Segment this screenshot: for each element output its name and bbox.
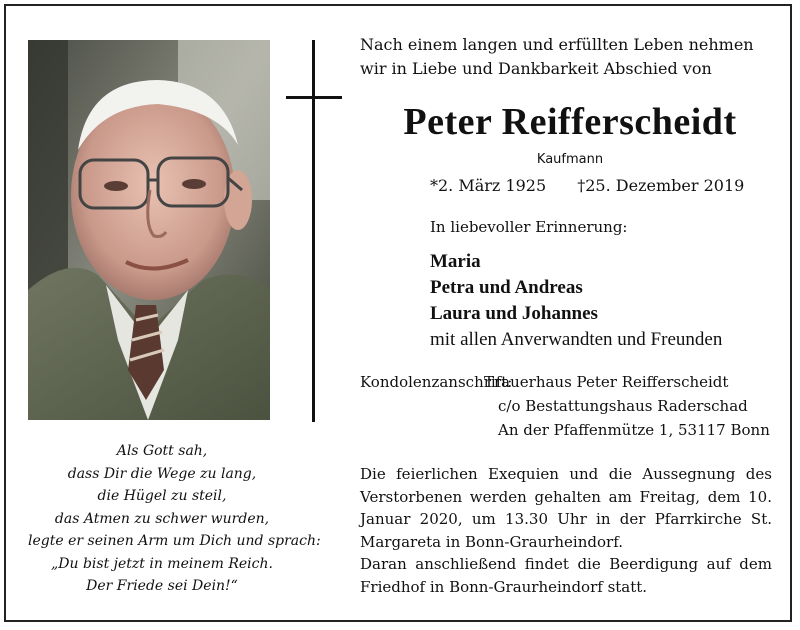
address-line: c/o Bestattungshaus Raderschad [498, 397, 748, 415]
death-date: †25. Dezember 2019 [577, 176, 745, 195]
mourner-name: Petra und Andreas [430, 277, 583, 298]
service-info [360, 463, 772, 598]
mourner-name: Laura und Johannes [430, 303, 598, 324]
poem-line: das Atmen zu schwer wurden, [54, 510, 270, 527]
birth-date: *2. März 1925 [430, 176, 547, 195]
memory-line: In liebevoller Erinnerung: [430, 218, 628, 236]
poem-line: „Du bist jetzt in meinem Reich. [51, 555, 273, 572]
burial-paragraph: Daran anschließend findet die Beerdigung auf dem Friedhof in Bonn-Graurheindorf statt. [360, 555, 772, 596]
poem-line: Als Gott sah, [116, 443, 208, 459]
poem-line: die Hügel zu steil, [97, 488, 227, 504]
address-line: An der Pfaffenmütze 1, 53117 Bonn [498, 421, 770, 439]
poem-line: Der Friede sei Dein!“ [86, 578, 238, 594]
deceased-profession: Kaufmann [536, 152, 604, 167]
address-line: Trauerhaus Peter Reifferscheidt [484, 373, 729, 391]
deceased-name: Peter Reifferscheidt [403, 101, 737, 143]
poem-line: legte er seinen Arm um Dich und sprach: [28, 533, 321, 549]
intro-text: Nach einem langen und erfüllten Leben nehmen wir in Liebe und Dankbarkeit Abschied von [360, 35, 754, 78]
service-paragraph: Die feierlichen Exequien und die Aussegnung des Verstorbenen werden gehalten am Freitag, dem 10. Januar 2020, um 13.30 Uhr in der Pfarrkirche St. Margareta in Bonn-Graurheindorf. [360, 465, 772, 551]
condolence-label: Kondolenzanschrift: [360, 373, 513, 391]
mourner-name: Maria [430, 251, 481, 272]
cross-horizontal-icon [286, 96, 342, 99]
poem [28, 440, 321, 598]
portrait-photo [28, 40, 270, 420]
poem-line: dass Dir die Wege zu lang, [67, 465, 257, 482]
mourners-list [430, 249, 722, 353]
mourner-relatives: mit allen Anverwandten und Freunden [430, 329, 723, 350]
condolence-address [484, 370, 770, 442]
life-dates [430, 176, 744, 195]
